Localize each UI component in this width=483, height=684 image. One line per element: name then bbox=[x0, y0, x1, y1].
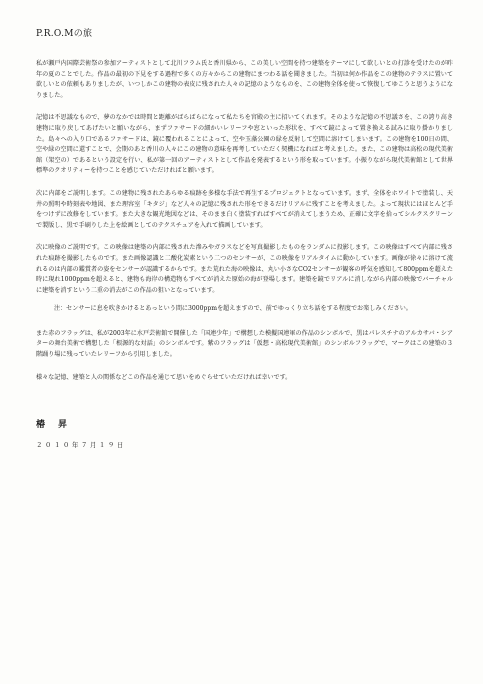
author-name: 椿 昇 bbox=[36, 420, 70, 431]
document-title: P.R.O.Mの旅 bbox=[36, 29, 93, 39]
paragraph-flags: また赤のフラッグは、私が2003年に水戸芸術館で開催した「国連少年」で構想した模擬国連軍の作品のシンボルで、黒はパレスチナのアルカサバ・シアターの舞台美術で構想した「根源的な対話」のシンボルです。紫のフラッグは「仮想・高松現代美術館」のシンボルフラッグで、マークはこの建築の３階踊り場に残っていたレリーフから引用しました。 bbox=[36, 329, 453, 359]
paragraph-video: 次に映像のご説明です。この映像は建築の内部に残された滲みやガラスなどを写真撮影したものをランダムに投影します。この映像はすべて内部に残された痕跡を撮影したものです。また画像認識と二酸化炭素という二つのセンサーが、この映像をリアルタイムに動かしています。画像が徐々に溶けて流れるのは内部の鑑賞者の姿をセンサーが認識するからです。また荒れた海の映像は、丸い小さなCO2センサーが観客の呼気を感知して800ppmを超えた時に現れ1000ppmを超えると、建物も海岸の構造物もすべてが消えた原始の海が登場します。建築を鏡でリアルに消しながら内部の映像でバーチャルに建築を消すという二重の消去がこの作品の狙いとなっています。 bbox=[36, 244, 453, 294]
document-date: ２０１０年７月１９日 bbox=[36, 441, 126, 450]
paragraph-intro: 私が瀬戸内国際芸術祭の参加アーティストとして北川フラム氏と香川県から、この美しい空間を持つ建築をテーマにして欲しいとの打診を受けたのが昨年の夏のことでした。作品の最初の下見をする過程で多くの方々からこの建物にまつわる話を聞きました。当初は何か作品をこの建物のテラスに置いて欲しいとの依頼もありましたが、いつしかこの建物の表皮に残された人々の記憶のようなものを、この建物全体を使って恢復してゆこうと思うようになりました。 bbox=[36, 60, 453, 99]
paragraph-interior: 次に内部をご説明します。この建物に残されたあらゆる痕跡を多様な手法で再生するプロジェクトとなっています。まず、全体をホワイトで塗装し、天井の照明や時刻表や地図、また理容室「キタジ」など人々の記憶に残された形をできるだけリアルに残すことを考えました。よって現状にはほとんど手をつけずに改修をしています。また大きな観光地図などは、そのまま白く塗装すればすべてが消えてしまうため、正確に文字を拾ってシルクスクリーンで製版し、黒で手刷りした上を絵画としてのテクスチュアを入れて描画しています。 bbox=[36, 189, 453, 229]
paragraph-closing: 様々な記憶、建築と人の関係などこの作品を通じて思いをめぐらせていただければ幸いです。 bbox=[36, 373, 292, 381]
sensor-note: 注：センサーに息を吹きかけるとあっという間に3000ppmを超えますので、前でゆっくり立ち話をする程度でお楽しみください。 bbox=[54, 305, 412, 313]
paragraph-memory: 記憶は不思議なもので、夢のなかでは時間と距離がばらばらになって私たちを宮殿の主に招いてくれます。そのような記憶の不思議さを、この誇り高き建物に取り戻してあげたいと願いながら、まずファサードの細かいレリーフや窓といった形状を、すべて鏡によって置き換える試みに取り掛かりました。島々への入り口であるファサードは、鏡に覆われることによって、空や玉藻公園の緑を反射して空間に溶けてしまいます。この建物を100日の間、空や緑の空間に還すことで、会期のあと香川の人々にこの建物の意味を再考していただく契機になればと考えました。また、この建物は高松の現代美術館（架空の）であるという設定を行い、私が第一回のアーティストとして作品を発表するという形を取っています。小振りながら現代美術館として世界標準のクオリティーを持つことを感じていただければと願います。 bbox=[36, 114, 453, 175]
